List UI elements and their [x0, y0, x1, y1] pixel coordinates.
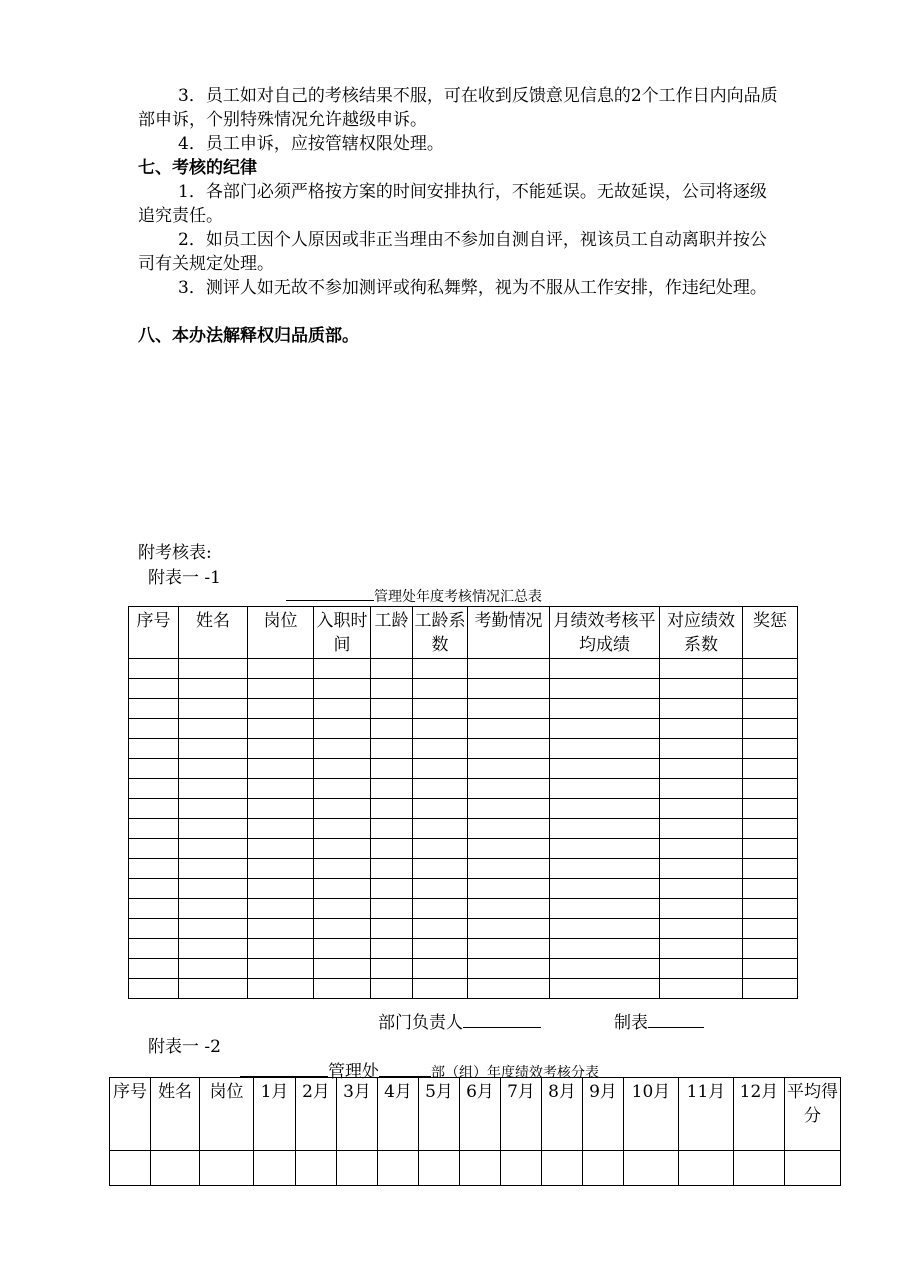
table1-label: 附表一 -1	[148, 568, 221, 588]
table-cell[interactable]	[129, 779, 179, 799]
table-cell[interactable]	[129, 959, 179, 979]
table-cell[interactable]	[314, 659, 371, 679]
table-cell[interactable]	[743, 979, 798, 999]
table-cell[interactable]	[550, 659, 660, 679]
table-cell[interactable]	[129, 699, 179, 719]
paragraph-appeal-3: 3．员工如对自己的考核结果不服，可在收到反馈意见信息的2个工作日内向品质部申诉，个别特殊情况允许越级申诉。	[138, 86, 778, 130]
table-row	[129, 879, 798, 899]
table-cell[interactable]	[468, 739, 550, 759]
table-cell[interactable]	[179, 859, 248, 879]
table-cell[interactable]	[179, 979, 248, 999]
header-month-9: 9月	[583, 1078, 624, 1151]
table-cell[interactable]	[743, 819, 798, 839]
table-cell[interactable]	[550, 979, 660, 999]
table-cell[interactable]	[583, 1151, 624, 1186]
table-cell[interactable]	[660, 919, 743, 939]
table-cell[interactable]	[550, 939, 660, 959]
header-month-11: 11月	[679, 1078, 734, 1151]
table-cell[interactable]	[743, 779, 798, 799]
header-month-3: 3月	[337, 1078, 378, 1151]
dept-manager-label: 部门负责人	[378, 1013, 463, 1033]
table-cell[interactable]	[248, 819, 314, 839]
table-cell[interactable]	[743, 799, 798, 819]
table-row	[129, 739, 798, 759]
header-month-5: 5月	[419, 1078, 460, 1151]
table-cell[interactable]	[314, 699, 371, 719]
table-cell[interactable]	[314, 759, 371, 779]
table-cell[interactable]	[314, 799, 371, 819]
table-cell[interactable]	[550, 679, 660, 699]
table-cell[interactable]	[550, 859, 660, 879]
table-cell[interactable]	[550, 699, 660, 719]
table-row	[129, 919, 798, 939]
table-row	[129, 899, 798, 919]
table-cell[interactable]	[129, 719, 179, 739]
table-row	[129, 859, 798, 879]
table-maker-blank[interactable]	[648, 1013, 704, 1028]
table-cell[interactable]	[550, 839, 660, 859]
table-cell[interactable]	[129, 899, 179, 919]
table-cell[interactable]	[179, 659, 248, 679]
table-row	[129, 779, 798, 799]
paragraph-discipline-3: 3．测评人如无故不参加测评或徇私舞弊，视为不服从工作安排，作违纪处理。	[178, 278, 767, 298]
header-join-date: 入职时间	[314, 607, 371, 659]
table-cell[interactable]	[248, 979, 314, 999]
summary-table	[128, 606, 798, 999]
table-cell[interactable]	[660, 759, 743, 779]
table-row	[129, 979, 798, 999]
table-cell[interactable]	[248, 959, 314, 979]
table-cell[interactable]	[248, 679, 314, 699]
table-cell[interactable]	[468, 779, 550, 799]
table-cell[interactable]	[179, 839, 248, 859]
table2-caption-end: 部（组）年度绩效考核分表	[431, 1065, 599, 1081]
header-seq: 序号	[110, 1078, 151, 1151]
paragraph-appeal-4: 4．员工申诉，应按管辖权限处理。	[178, 134, 444, 154]
table-cell[interactable]	[129, 859, 179, 879]
table-cell[interactable]	[743, 899, 798, 919]
table-cell[interactable]	[419, 1151, 460, 1186]
table-cell[interactable]	[129, 919, 179, 939]
header-month-4: 4月	[378, 1078, 419, 1151]
table-cell[interactable]	[413, 919, 468, 939]
table-cell[interactable]	[743, 679, 798, 699]
table-cell[interactable]	[743, 919, 798, 939]
table-row	[110, 1151, 841, 1186]
table-cell[interactable]	[550, 759, 660, 779]
table-cell[interactable]	[110, 1151, 151, 1186]
table-row	[129, 679, 798, 699]
table-cell[interactable]	[371, 819, 413, 839]
header-name: 姓名	[179, 607, 248, 659]
table-cell[interactable]	[743, 859, 798, 879]
table-cell[interactable]	[413, 939, 468, 959]
table-cell[interactable]	[550, 779, 660, 799]
table-row	[129, 799, 798, 819]
table-cell[interactable]	[413, 839, 468, 859]
table-cell[interactable]	[371, 779, 413, 799]
table-cell[interactable]	[501, 1151, 542, 1186]
table-cell[interactable]	[468, 899, 550, 919]
table1-caption-text: 管理处年度考核情况汇总表	[374, 589, 542, 605]
header-month-7: 7月	[501, 1078, 542, 1151]
table-cell[interactable]	[660, 879, 743, 899]
table-cell[interactable]	[248, 799, 314, 819]
table-cell[interactable]	[371, 679, 413, 699]
table-cell[interactable]	[371, 899, 413, 919]
table-cell[interactable]	[179, 879, 248, 899]
table-cell[interactable]	[413, 799, 468, 819]
table-cell[interactable]	[468, 719, 550, 739]
table-cell[interactable]	[129, 879, 179, 899]
table-cell[interactable]	[371, 739, 413, 759]
table-cell[interactable]	[734, 1151, 785, 1186]
table-cell[interactable]	[371, 839, 413, 859]
table-cell[interactable]	[129, 839, 179, 859]
table-cell[interactable]	[550, 959, 660, 979]
table-cell[interactable]	[179, 899, 248, 919]
table-cell[interactable]	[179, 939, 248, 959]
table-cell[interactable]	[413, 779, 468, 799]
table-cell[interactable]	[468, 679, 550, 699]
table-cell[interactable]	[468, 919, 550, 939]
table-cell[interactable]	[624, 1151, 679, 1186]
table-row	[129, 819, 798, 839]
table2-label: 附表一 -2	[148, 1037, 221, 1057]
table-cell[interactable]	[660, 799, 743, 819]
table-cell[interactable]	[371, 759, 413, 779]
table-cell[interactable]	[660, 939, 743, 959]
table-cell[interactable]	[248, 739, 314, 759]
table-row	[129, 839, 798, 859]
table-cell[interactable]	[296, 1151, 337, 1186]
table-cell[interactable]	[743, 879, 798, 899]
header-position: 岗位	[200, 1078, 254, 1151]
table-cell[interactable]	[413, 959, 468, 979]
table-cell[interactable]	[371, 799, 413, 819]
table-cell[interactable]	[550, 819, 660, 839]
table-cell[interactable]	[660, 659, 743, 679]
table-cell[interactable]	[129, 939, 179, 959]
table-cell[interactable]	[660, 679, 743, 699]
table2-caption-blank-1[interactable]	[240, 1062, 328, 1077]
table-cell[interactable]	[314, 819, 371, 839]
table-cell[interactable]	[314, 879, 371, 899]
table-cell[interactable]	[248, 699, 314, 719]
table-cell[interactable]	[743, 739, 798, 759]
table-cell[interactable]	[413, 659, 468, 679]
table-cell[interactable]	[371, 919, 413, 939]
table-cell[interactable]	[660, 979, 743, 999]
header-month-2: 2月	[296, 1078, 337, 1151]
table-cell[interactable]	[468, 699, 550, 719]
table-cell[interactable]	[248, 779, 314, 799]
header-month-8: 8月	[542, 1078, 583, 1151]
table-cell[interactable]	[660, 699, 743, 719]
dept-manager-signature	[378, 1008, 541, 1033]
table-row	[129, 719, 798, 739]
table-cell[interactable]	[550, 719, 660, 739]
table-cell[interactable]	[413, 759, 468, 779]
table-cell[interactable]	[413, 859, 468, 879]
table-cell[interactable]	[179, 699, 248, 719]
table-cell[interactable]	[248, 839, 314, 859]
table-cell[interactable]	[660, 779, 743, 799]
table-cell[interactable]	[660, 899, 743, 919]
table-cell[interactable]	[743, 959, 798, 979]
table-cell[interactable]	[371, 699, 413, 719]
table-cell[interactable]	[550, 739, 660, 759]
table-cell[interactable]	[413, 979, 468, 999]
table-cell[interactable]	[660, 739, 743, 759]
score-table	[109, 1077, 841, 1186]
table-cell[interactable]	[743, 939, 798, 959]
table-cell[interactable]	[179, 719, 248, 739]
table-cell[interactable]	[314, 859, 371, 879]
table-cell[interactable]	[248, 759, 314, 779]
table-cell[interactable]	[129, 979, 179, 999]
header-attendance: 考勤情况	[468, 607, 550, 659]
table-cell[interactable]	[371, 659, 413, 679]
table-cell[interactable]	[129, 659, 179, 679]
table-row	[129, 699, 798, 719]
header-performance-coefficient: 对应绩效系数	[660, 607, 743, 659]
table-cell[interactable]	[468, 839, 550, 859]
table-cell[interactable]	[660, 819, 743, 839]
table-cell[interactable]	[314, 959, 371, 979]
header-name: 姓名	[151, 1078, 200, 1151]
header-month-6: 6月	[460, 1078, 501, 1151]
table-cell[interactable]	[743, 699, 798, 719]
table-cell[interactable]	[743, 719, 798, 739]
table-cell[interactable]	[468, 759, 550, 779]
table-cell[interactable]	[660, 719, 743, 739]
paragraph-discipline-1: 1．各部门必须严格按方案的时间安排执行，不能延误。无故延误，公司将逐级追究责任。	[138, 182, 767, 226]
table-cell[interactable]	[743, 839, 798, 859]
summary-table-header	[129, 607, 798, 659]
attachment-title: 附考核表:	[138, 543, 212, 563]
table-cell[interactable]	[248, 659, 314, 679]
header-reward-punishment: 奖惩	[743, 607, 798, 659]
table-cell[interactable]	[314, 979, 371, 999]
table-cell[interactable]	[468, 819, 550, 839]
table-cell[interactable]	[378, 1151, 419, 1186]
header-monthly-average: 月绩效考核平均成绩	[550, 607, 660, 659]
table-cell[interactable]	[413, 899, 468, 919]
table-cell[interactable]	[179, 679, 248, 699]
table-cell[interactable]	[371, 719, 413, 739]
table1-caption-blank[interactable]	[286, 586, 374, 601]
table-cell[interactable]	[129, 819, 179, 839]
header-month-1: 1月	[254, 1078, 296, 1151]
table-cell[interactable]	[468, 659, 550, 679]
table-cell[interactable]	[314, 719, 371, 739]
table-cell[interactable]	[129, 739, 179, 759]
table-cell[interactable]	[468, 799, 550, 819]
table-cell[interactable]	[179, 799, 248, 819]
table-cell[interactable]	[200, 1151, 254, 1186]
table-cell[interactable]	[413, 719, 468, 739]
table-cell[interactable]	[371, 879, 413, 899]
table-cell[interactable]	[314, 839, 371, 859]
table-cell[interactable]	[468, 879, 550, 899]
table-cell[interactable]	[542, 1151, 583, 1186]
table-cell[interactable]	[660, 839, 743, 859]
table-cell[interactable]	[413, 819, 468, 839]
table-row	[129, 759, 798, 779]
table2-caption-blank-2[interactable]	[379, 1062, 431, 1077]
table-cell[interactable]	[179, 919, 248, 939]
table-cell[interactable]	[371, 859, 413, 879]
table-cell[interactable]	[413, 679, 468, 699]
score-table-header	[110, 1078, 841, 1151]
table-cell[interactable]	[413, 699, 468, 719]
table-cell[interactable]	[179, 779, 248, 799]
table-cell[interactable]	[179, 759, 248, 779]
table1-caption	[286, 586, 542, 606]
table-cell[interactable]	[785, 1151, 841, 1186]
table-cell[interactable]	[314, 779, 371, 799]
table-cell[interactable]	[248, 939, 314, 959]
table-cell[interactable]	[179, 819, 248, 839]
table-maker-signature	[614, 1008, 704, 1033]
table-cell[interactable]	[371, 979, 413, 999]
table-row	[129, 959, 798, 979]
header-month-10: 10月	[624, 1078, 679, 1151]
table-row	[129, 659, 798, 679]
table-cell[interactable]	[550, 799, 660, 819]
table-cell[interactable]	[248, 879, 314, 899]
table-cell[interactable]	[679, 1151, 734, 1186]
table-cell[interactable]	[314, 939, 371, 959]
table-cell[interactable]	[371, 959, 413, 979]
table-cell[interactable]	[314, 919, 371, 939]
table-cell[interactable]	[550, 919, 660, 939]
table-cell[interactable]	[468, 939, 550, 959]
header-month-12: 12月	[734, 1078, 785, 1151]
table-cell[interactable]	[248, 919, 314, 939]
table-row	[129, 939, 798, 959]
table-maker-label: 制表	[614, 1013, 648, 1033]
table-cell[interactable]	[660, 959, 743, 979]
table-cell[interactable]	[248, 719, 314, 739]
table-cell[interactable]	[337, 1151, 378, 1186]
table-cell[interactable]	[179, 739, 248, 759]
table-cell[interactable]	[550, 899, 660, 919]
header-average-score: 平均得分	[785, 1078, 841, 1151]
header-seniority-coefficient: 工龄系数	[413, 607, 468, 659]
table-cell[interactable]	[460, 1151, 501, 1186]
table-cell[interactable]	[254, 1151, 296, 1186]
table-cell[interactable]	[413, 879, 468, 899]
table-cell[interactable]	[129, 759, 179, 779]
table-cell[interactable]	[314, 679, 371, 699]
table-cell[interactable]	[468, 859, 550, 879]
table-cell[interactable]	[371, 939, 413, 959]
table2-caption-mid: 管理处	[328, 1062, 379, 1082]
heading-section-8: 八、本办法解释权归品质部。	[138, 326, 359, 346]
table-cell[interactable]	[743, 659, 798, 679]
table-cell[interactable]	[248, 859, 314, 879]
table-cell[interactable]	[129, 799, 179, 819]
table-cell[interactable]	[314, 899, 371, 919]
table-cell[interactable]	[314, 739, 371, 759]
table-cell[interactable]	[413, 739, 468, 759]
table-cell[interactable]	[248, 899, 314, 919]
dept-manager-blank[interactable]	[463, 1013, 541, 1028]
heading-section-7: 七、考核的纪律	[138, 158, 257, 178]
table-cell[interactable]	[743, 759, 798, 779]
header-position: 岗位	[248, 607, 314, 659]
header-seniority: 工龄	[371, 607, 413, 659]
table-cell[interactable]	[550, 879, 660, 899]
table-cell[interactable]	[151, 1151, 200, 1186]
paragraph-discipline-2: 2．如员工因个人原因或非正当理由不参加自测自评，视该员工自动离职并按公司有关规定处理。	[138, 230, 767, 274]
table-cell[interactable]	[468, 959, 550, 979]
table-cell[interactable]	[179, 959, 248, 979]
table-cell[interactable]	[129, 679, 179, 699]
header-seq: 序号	[129, 607, 179, 659]
table-cell[interactable]	[660, 859, 743, 879]
table-cell[interactable]	[468, 979, 550, 999]
